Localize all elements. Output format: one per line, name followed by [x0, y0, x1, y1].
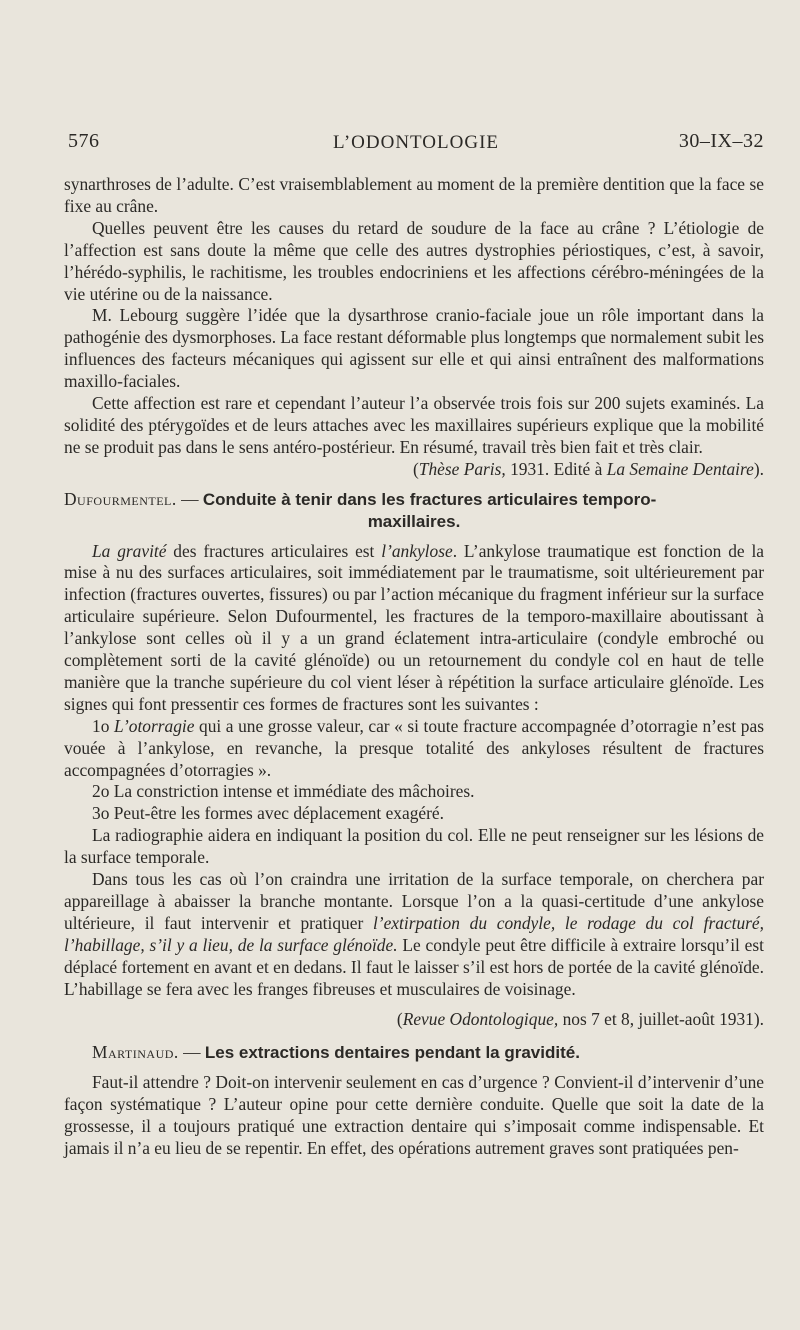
paragraph: M. Lebourg suggère l’idée que la dysarthrose cranio-faciale joue un rôle important dans la pathogénie des dysmorphoses. La face restant déformable plus longtemps que normalement subit les influences des facteurs mécaniques qui agissent sur elle et qui ainsi entraînent des malformations maxillo-faciales.	[64, 305, 764, 392]
reference: (Revue Odontologique, nos 7 et 8, juillet-août 1931).	[396, 1008, 764, 1029]
page-body	[64, 174, 764, 1160]
reference: (Thèse Paris, 1931. Edité à La Semaine Dentaire).	[412, 458, 764, 479]
section-title: Les extractions dentaires pendant la gravidité.	[204, 1043, 580, 1063]
paragraph: La gravité des fractures articulaires est l’ankylose. L’ankylose traumatique est fonction de la mise à nu des surfaces articulaires, soit immédiatement par le traumatisme, soit ultérieurement par infection (fractures ouvertes, fissures) ou par l’action mécanique du fragment inférieur sur la surface articulaire supérieure. Selon Dufourmentel, les fractures de la temporo-maxillaire aboutissant à l’ankylose sont celles où il y a un grand éclatement intra-articulaire (condyle embroché ou complètement sorti de la cavité glénoïde) ou un retournement du condyle col en haut de telle manière que la tranche supérieure du col vient léser à répétition la surface articulaire glénoïde. Les signes qui font pressentir ces formes de fractures sont les suivantes :	[64, 540, 764, 714]
paragraph: 3o Peut-être les formes avec déplacement exagéré.	[92, 803, 444, 824]
page-header	[68, 130, 764, 158]
paragraph: Cette affection est rare et cependant l’auteur l’a observée trois fois sur 200 sujets examinés. La solidité des ptérygoïdes et de leurs attaches avec les maxillaires supérieurs explique que la mobilité ne se produit pas dans le sens antéro-postérieur. En résumé, travail très bien fait et très clair.	[64, 393, 764, 457]
section-heading: Dufourmentel. — Conduite à tenir dans les fractures articulaires temporo-	[64, 488, 657, 509]
paragraph: 2o La constriction intense et immédiate des mâchoires.	[92, 781, 475, 802]
paragraph: 1o L’otorragie qui a une grosse valeur, car « si toute fracture accompagnée d’otorragie n’est pas vouée à l’ankylose, en revanche, la presque totalité des ankyloses résultent de fractures accompagnées d’otorragies ».	[64, 715, 764, 780]
issue-date: 30–IX–32	[678, 130, 764, 152]
section-title-cont: maxillaires.	[367, 511, 461, 531]
paragraph: La radiographie aidera en indiquant la position du col. Elle ne peut renseigner sur les lésions de la surface temporale.	[64, 825, 764, 868]
section-title: Conduite à tenir dans les fractures articulaires temporo-	[202, 489, 657, 509]
running-title: L’ODONTOLOGIE	[332, 132, 500, 153]
page-number: 576	[68, 130, 100, 152]
section-author: Dufourmentel.	[64, 488, 177, 509]
paragraph: synarthroses de l’adulte. C’est vraisemblablement au moment de la première dentition que la face se fixe au crâne.	[64, 174, 764, 216]
section-author: Martinaud.	[92, 1042, 179, 1063]
paragraph: Quelles peuvent être les causes du retard de soudure de la face au crâne ? L’étiologie de l’affection est sans doute la même que celle des autres dystrophies périostiques, c’est, à savoir, l’hérédo-syphilis, le rachitisme, les troubles endocriniens et les affections cérébro-méningées de la vie utérine ou de la naissance.	[64, 217, 764, 304]
paragraph: Dans tous les cas où l’on craindra une irritation de la surface temporale, on cherchera par appareillage à abaisser la branche montante. Lorsque l’on a la quasi-certitude d’une ankylose ultérieure, il faut intervenir et pratiquer l’extirpation du condyle, le rodage du col fracturé, l’habillage, s’il y a lieu, de la surface glénoïde. Le condyle peut être difficile à extraire lorsqu’il est déplacé fortement en avant et en dedans. Il faut le laisser s’il est hors de portée de la cavité glénoïde. L’habillage se fera avec les franges fibreuses et musculaires de voisinage.	[64, 869, 764, 999]
section-heading: Martinaud. — Les extractions dentaires pendant la gravidité.	[92, 1042, 580, 1063]
paragraph: Faut-il attendre ? Doit-on intervenir seulement en cas d’urgence ? Convient-il d’intervenir d’une façon systématique ? L’auteur opine pour cette dernière conduite. Quelle que soit la date de la grossesse, il a toujours pratiqué une extraction dentaire qui s’imposait comme indispensable. Et jamais il n’a eu lieu de se repentir. En effet, des opérations autrement graves sont pratiquées pen-	[64, 1072, 764, 1159]
